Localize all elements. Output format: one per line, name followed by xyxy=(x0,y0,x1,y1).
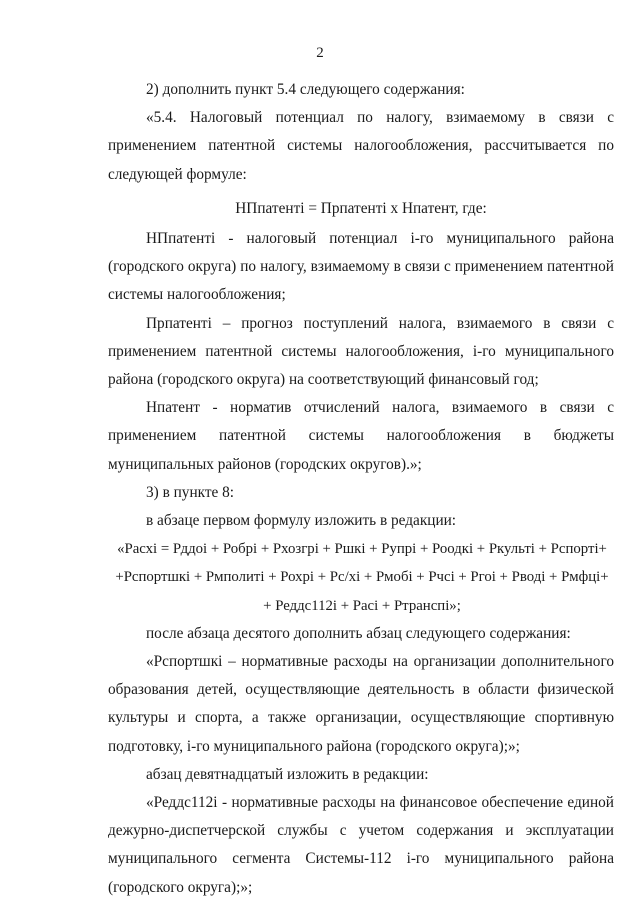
page-number: 2 xyxy=(316,45,324,61)
formula-expenses-line-1: «Расхi = Рддоi + Робрi + Рхозгрi + Ршкi + Рупрi + Роодкi + Ркультi + Рспортi+ xyxy=(117,541,607,558)
paragraph-add-after-tenth: после абзаца десятого дополнить абзац следующего содержания: xyxy=(146,624,571,642)
document-body xyxy=(108,76,614,902)
paragraph-nineteenth-instruction: абзац девятнадцатый изложить в редакции: xyxy=(146,765,429,783)
paragraph-def-pr-patent: Прпатентi – прогноз поступлений налога, взимаемого в связи с применением патентной системы налогообложения, i-го муниципального района (городского округа) на соответствующий финансовый год; xyxy=(108,314,614,389)
paragraph-5-4-intro: «5.4. Налоговый потенциал по налогу, взимаемому в связи с применением патентной системы налогообложения, рассчитывается по следующей формуле: xyxy=(108,109,614,183)
formula-patent-potential: НПпатентi = Прпатентi х Нпатент, где: xyxy=(235,199,487,217)
paragraph-def-r-edds112: «Реддс112i - нормативные расходы на финансовое обеспечение единой дежурно-диспетчерской службы с учетом содержания и эксплуатации муниципального сегмента Системы-112 i-го муниципального района (городского округа);»; xyxy=(108,794,614,896)
formula-expenses-line-3: + Реддс112i + Расi + Ртранспi»; xyxy=(263,597,461,614)
paragraph-amend-point-5-4: 2) дополнить пункт 5.4 следующего содержания: xyxy=(146,81,465,98)
formula-expenses-line-2: +Рспортшкi + Рмполитi + Рохрi + Рс/хi + Рмобi + Рчсi + Ргоi + Рводi + Рмфцi+ xyxy=(115,569,609,586)
paragraph-def-r-sportshk: «Рспортшкi – нормативные расходы на организации дополнительного образования детей, осуществляющие деятельность в области физической культуры и спорта, а также организации, осуществляющие спортивную подготовку, i-го муниципального района (городского округа);»; xyxy=(108,653,614,755)
paragraph-def-np-patent: НПпатентi - налоговый потенциал i-го муниципального района (городского округа) по налогу, взимаемому в связи с применением патентной системы налогообложения; xyxy=(108,230,614,304)
paragraph-point-8: 3) в пункте 8: xyxy=(146,483,235,501)
paragraph-def-n-patent: Нпатент - норматив отчислений налога, взимаемого в связи с применением патентной системы налогообложения в бюджеты муниципальных районов (городских округов).»; xyxy=(108,399,614,473)
paragraph-formula-instruction: в абзаце первом формулу изложить в редакции: xyxy=(146,512,457,530)
